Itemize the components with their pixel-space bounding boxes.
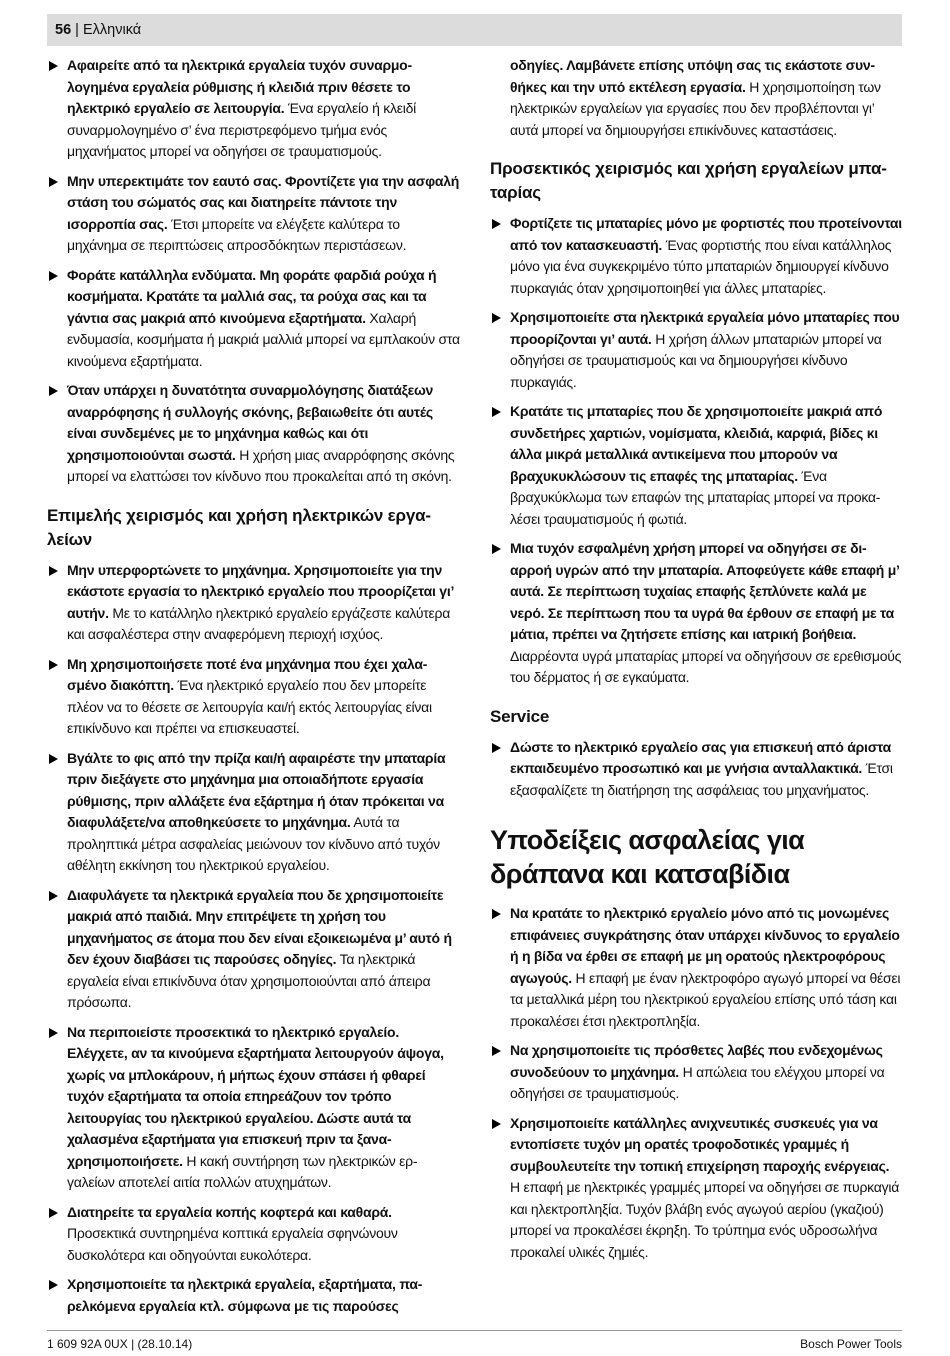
item-bold-text: Να περιποιείστε προσεκτικά το ηλεκτρικό εργαλείο. Ελέγχετε, αν τα κινούμενα εξαρτήματα λειτουργούν άψογα, χωρίς να μπλοκάρουν, ή μήπως έχουν σπάσει ή φθαρεί τυχόν εξαρτήματα τα οποία επηρεάζουν τον τρόπο λειτουργίας του ηλεκτρικού εργαλείου. Δώστε αυτά τα χαλασμένα εξαρτήματα για επισκευή πριν τα ξαναχρησιμοποιήσετε. xyxy=(67,1023,444,1169)
list-item xyxy=(47,380,460,488)
main-heading-drills: Υποδείξεις ασφαλείας για δράπανα και κατσαβίδια xyxy=(490,825,805,889)
header-separator: | xyxy=(75,22,79,38)
right-column xyxy=(490,55,902,1271)
item-text: Η χρήση άλλων μπαταριών μπορεί να οδηγήσει σε τραυματισμούς και να δημιουργήσει κίνδυνο πυρκαγιάς. xyxy=(510,330,882,390)
bullet-triangle-icon xyxy=(49,566,58,576)
list-item xyxy=(47,55,460,163)
list-item xyxy=(47,885,460,1014)
bullet-triangle-icon xyxy=(492,219,501,229)
footer-brand: Bosch Power Tools xyxy=(800,1337,902,1351)
item-bold-text: Βγάλτε το φις από την πρίζα και/ή αφαιρέστε την μπαταρία πριν διεξάγετε στο μηχάνημα μια οποιαδήποτε εργασία ρύθμισης, πριν αλλάξετε ένα εξάρτημα ή όταν πρόκειται να διαφυλάξετε/να αποθηκεύσετε το μηχάνημα. xyxy=(67,749,446,830)
bullet-triangle-icon xyxy=(49,660,58,670)
item-bold-text: Φοράτε κατάλληλα ενδύματα. Μη φοράτε φαρδιά ρούχα ή κοσμήματα. Κρατάτε τα μαλλιά σας, τα ρούχα σας και τα γάντια σας μακριά από κινούμενα εξαρτήματα. xyxy=(67,266,437,326)
item-bold-text: Να χρησιμοποιείτε τις πρόσθετες λαβές που ενδεχομένως συνοδεύουν το μηχάνημα. xyxy=(510,1042,883,1080)
list-item xyxy=(47,560,460,646)
header-language: Ελληνικά xyxy=(82,22,142,38)
item-bold-text: Μια τυχόν εσφαλμένη χρήση μπορεί να οδηγήσει σε διαρροή υγρών από την μπαταρία. Αποφεύγετε κάθε επαφή μ’ αυτά. Σε περίπτωση τυχαίας επαφής ξεπλύνετε καλά με νερό. Σε περίπτωση που τα υγρά θα έρθουν σε επαφή με τα μάτια, πρέπει να ζητήσετε επίσης και ιατρική βοήθεια. xyxy=(510,540,899,642)
item-bold-text: Να κρατάτε το ηλεκτρικό εργαλείο μόνο από τις μονωμένες επιφάνειες συγκράτησης όταν υπάρχει κίνδυνος το εργαλείο ή η βίδα να έρθει σε επαφή με μη ορατούς ηλεκτροφόρους αγωγούς. xyxy=(510,905,900,986)
page-header xyxy=(47,14,902,46)
item-bold-text: Κρατάτε τις μπαταρίες που δε χρησιμοποιείτε μακριά από συνδετήρες χαρτιών, νομίσματα, κλειδιά, καρφιά, βίδες κι άλλα μικρά μεταλλικά αντικείμενα που μπορούν να βραχυκυκλώσουν τις επαφές της μπαταρίας. xyxy=(510,403,883,484)
bullet-triangle-icon xyxy=(492,1119,501,1129)
item-text: Ένας φορτιστής που είναι κατάλληλος μόνο για ένα συγκεκριμένο τύπο μπαταριών δημιουργεί κίνδυνο πυρκαγιάς όταν χρησιμοποιηθεί για άλλες μπαταρίες. xyxy=(510,236,892,296)
item-text: Η απώλεια του ελέγχου μπορεί να οδηγήσει σε τραυματισμούς. xyxy=(510,1063,885,1101)
section-heading-tool-use: Επιμελής χειρισμός και χρήση ηλεκτρικών εργαλείων xyxy=(47,505,432,549)
continued-paragraph xyxy=(490,55,902,141)
item-text: Έτσι εξασφαλίζετε τη διατήρηση της ασφάλειας του μηχανήματος. xyxy=(510,760,893,798)
left-column xyxy=(47,55,460,1325)
item-text: Η χρήση μιας αναρρόφησης σκόνης μπορεί να ελαττώσει τον κίνδυνο που προκαλείται από τη σκόνη. xyxy=(67,446,455,484)
item-text: Η επαφή με ηλεκτρικές γραμμές μπορεί να οδηγήσει σε πυρκαγιά και ηλεκτροπληξία. Τυχόν βλάβη ενός αγωγού αερίου (γκαζιού) μπορεί να προκαλέσει έκρηξη. Το τρύπημα ενός υδροσωλήνα προκαλεί υλικές ζημιές. xyxy=(510,1179,900,1260)
page-number: 56 xyxy=(55,22,72,38)
item-bold-text: οδηγίες. Λαμβάνετε επίσης υπόψη σας τις εκάστοτε συνθήκες και την υπό εκτέλεση εργασία. xyxy=(510,57,876,95)
item-text: Η επαφή με έναν ηλεκτροφόρο αγωγό μπορεί να θέσει τα μεταλλικά μέρη του ηλεκτρικού εργαλείου επίσης υπό τάση και προκαλέσει έτσι ηλεκτροπληξία. xyxy=(510,969,901,1029)
item-bold-text: Όταν υπάρχει η δυνατότητα συναρμολόγησης διατάξεων αναρρόφησης ή συλλογής σκόνης, βεβαιωθείτε ότι αυτές είναι συνδεμένες με το μηχάνημα καθώς και ότι χρησιμοποιούνται σωστά. xyxy=(67,382,434,463)
item-bold-text: Διατηρείτε τα εργαλεία κοπής κοφτερά και καθαρά. xyxy=(67,1203,392,1220)
item-text: Ένα ηλεκτρικό εργαλείο που δεν μπορείτε πλέον να το θέσετε σε λειτουργία και/ή εκτός λειτουργίας είναι επικίνδυνο και πρέπει να επισκευαστεί. xyxy=(67,677,432,736)
bullet-triangle-icon xyxy=(492,544,501,554)
item-bold-text: Μην υπερφορτώνετε το μηχάνημα. Χρησιμοποιείτε για την εκάστοτε εργασία το ηλεκτρικό εργαλείο που προορίζεται γι’ αυτήν. xyxy=(67,561,454,621)
bullet-triangle-icon xyxy=(492,407,501,417)
footer-divider xyxy=(47,1330,902,1331)
item-text: Ένα εργαλείο ή κλειδί συναρμολογημένο σ’ ένα περιστρεφόμενο τμήμα ενός μηχανήματος μπορεί να οδηγήσει σε τραυματισμούς. xyxy=(67,100,417,159)
bullet-triangle-icon xyxy=(49,61,58,71)
item-text: Προσεκτικά συντηρημένα κοπτικά εργαλεία σφηνώνουν δυσκολότερα και οδηγούνται ευκολότερα. xyxy=(67,1225,398,1263)
section-heading-service: Service xyxy=(490,706,550,726)
list-item xyxy=(47,171,460,257)
item-bold-text: Αφαιρείτε από τα ηλεκτρικά εργαλεία τυχόν συναρμολογημένα εργαλεία ρύθμισης ή κλειδιά πριν θέσετε το ηλεκτρικό εργαλείο σε λειτουργία. xyxy=(67,57,413,116)
bullet-triangle-icon xyxy=(49,754,58,764)
bullet-triangle-icon xyxy=(49,1208,58,1218)
item-bold-text: Φορτίζετε τις μπαταρίες μόνο με φορτιστές που προτείνονται από τον κατασκευαστή. xyxy=(510,215,902,253)
bullet-triangle-icon xyxy=(49,891,58,901)
item-text: Με το κατάλληλο ηλεκτρικό εργαλείο εργάζεστε καλύτερα και ασφαλέστερα στην αναφερόμενη περιοχή ισχύος. xyxy=(67,604,451,642)
list-item xyxy=(47,1022,460,1194)
list-item xyxy=(47,654,460,740)
item-text: Αυτά τα προληπτικά μέτρα ασφαλείας μειώνουν τον κίνδυνο από τυχόν αθέλητη εκκίνηση του ηλεκτρικού εργαλείου. xyxy=(67,814,440,873)
item-bold-text: Χρησιμοποιείτε κατάλληλες ανιχνευτικές συσκευές για να εντοπίσετε τυχόν μη ορατές τροφοδοτικές γραμμές ή συμβουλευτείτε την τοπική επιχείρηση παροχής ενέργειας. xyxy=(510,1114,890,1174)
list-item xyxy=(490,538,902,689)
item-text: Χαλαρή ενδυμασία, κοσμήματα ή μακριά μαλλιά μπορεί να εμπλακούν στα κινούμενα εξαρτήματα. xyxy=(67,309,460,369)
bullet-triangle-icon xyxy=(492,313,501,323)
item-text: Διαρρέοντα υγρά μπαταρίας μπορεί να οδηγήσουν σε ερεθισμούς του δέρματος ή σε εγκαύματα. xyxy=(510,647,902,685)
section-heading-battery: Προσεκτικός χειρισμός και χρήση εργαλείων μπαταρίας xyxy=(490,159,887,202)
bullet-triangle-icon xyxy=(492,743,501,753)
item-text: Η κακή συντήρηση των ηλεκτρικών εργαλείων αποτελεί αιτία πολλών ατυχημάτων. xyxy=(67,1152,418,1190)
item-bold-text: Χρησιμοποιείτε στα ηλεκτρικά εργαλεία μόνο μπαταρίες που προορίζονται γι’ αυτά. xyxy=(510,309,900,347)
bullet-triangle-icon xyxy=(49,271,58,281)
list-item xyxy=(490,401,902,530)
list-item xyxy=(47,1202,460,1267)
footer-document-id: 1 609 92A 0UX | (28.10.14) xyxy=(47,1337,193,1351)
list-item xyxy=(47,265,460,373)
list-item xyxy=(490,307,902,393)
item-bold-text: Μην υπερεκτιμάτε τον εαυτό σας. Φροντίζετε για την ασφαλή στάση του σώματός σας και διατηρείτε πάντοτε την ισορροπία σας. xyxy=(67,172,460,232)
list-item xyxy=(490,737,902,802)
bullet-triangle-icon xyxy=(49,1280,58,1290)
bullet-triangle-icon xyxy=(492,1046,501,1056)
item-bold-text: Δώστε το ηλεκτρικό εργαλείο σας για επισκευή από άριστα εκπαιδευμένο προσωπικό και με γνήσια ανταλλακτικά. xyxy=(510,738,891,776)
bullet-triangle-icon xyxy=(49,177,58,187)
item-text: Έτσι μπορείτε να ελέγξετε καλύτερα το μηχάνημα σε περιπτώσεις απροσδόκητων περιστάσεων. xyxy=(67,215,407,253)
item-bold-text: Χρησιμοποιείτε τα ηλεκτρικά εργαλεία, εξαρτήματα, παρελκόμενα εργαλεία κτλ. σύμφωνα με τις παρούσες xyxy=(67,1276,423,1314)
list-item xyxy=(47,1274,460,1317)
item-text: Ένα βραχυκύκλωμα των επαφών της μπαταρίας μπορεί να προκαλέσει τραυματισμούς ή φωτιά. xyxy=(510,467,881,527)
list-item xyxy=(490,903,902,1032)
item-bold-text: Μη χρησιμοποιήσετε ποτέ ένα μηχάνημα που έχει χαλασμένο διακόπτη. xyxy=(67,655,428,693)
bullet-triangle-icon xyxy=(492,909,501,919)
bullet-triangle-icon xyxy=(49,1028,58,1038)
list-item xyxy=(47,748,460,877)
list-item xyxy=(490,213,902,299)
list-item xyxy=(490,1113,902,1264)
list-item xyxy=(490,1040,902,1105)
item-bold-text: Διαφυλάγετε τα ηλεκτρικά εργαλεία που δε χρησιμοποιείτε μακριά από παιδιά. Μην επιτρέψετε τη χρήση του μηχανήματος σε άτομα που δεν είναι εξοικειωμένα μ’ αυτό ή δεν έχουν διαβάσει τις παρούσες οδηγίες. xyxy=(67,886,452,967)
item-text: Τα ηλεκτρικά εργαλεία είναι επικίνδυνα όταν χρησιμοποιούνται από άπειρα πρόσωπα. xyxy=(67,951,431,1010)
item-text: Η χρησιμοποίηση των ηλεκτρικών εργαλείων για εργασίες που δεν προβλέπονται γι’ αυτά μπορεί να δημιουργήσει επικίνδυνες καταστάσεις. xyxy=(510,78,881,138)
bullet-triangle-icon xyxy=(49,386,58,396)
